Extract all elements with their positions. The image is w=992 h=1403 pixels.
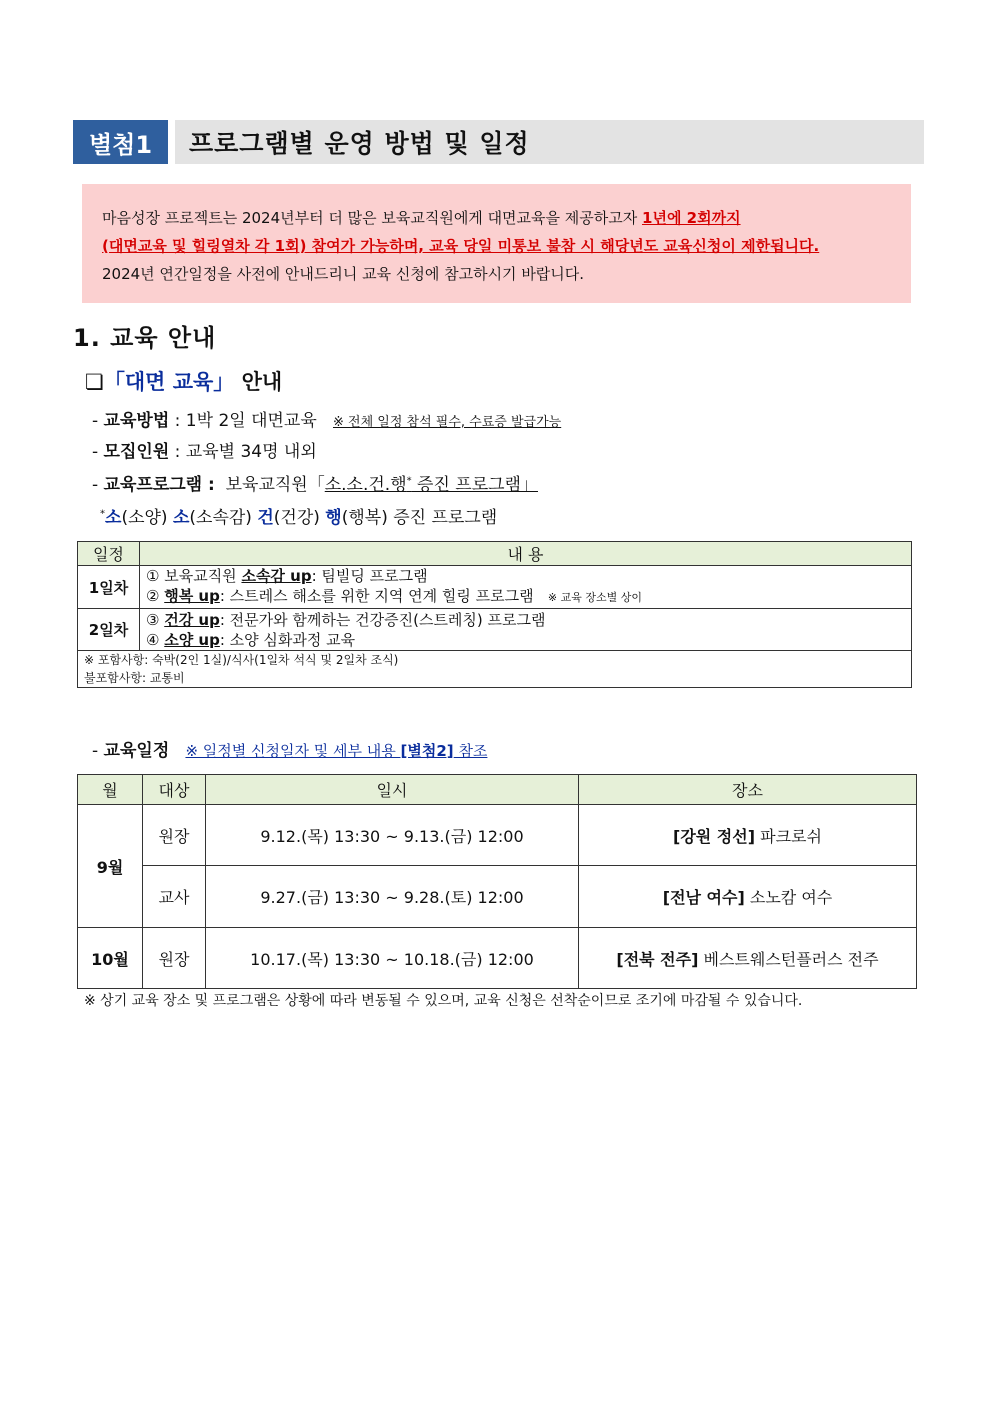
day2-content: ③ 건강 up: 전문가와 함께하는 건강증진(스트레칭) 프로그램 ④ 소양 up: 소양 심화과정 교육 <box>140 609 912 651</box>
schedule-note: ※ 일정별 신청일자 및 세부 내용 [별첨2] 참조 <box>185 742 488 760</box>
datetime-cell: 10.17.(목) 13:30 ~ 10.18.(금) 12:00 <box>206 928 579 989</box>
col-header-datetime: 일시 <box>206 775 579 805</box>
section-heading-2 <box>85 366 282 396</box>
program-table <box>77 541 912 688</box>
month-cell: 10월 <box>78 928 143 989</box>
datetime-cell: 9.12.(목) 13:30 ~ 9.13.(금) 12:00 <box>206 805 579 866</box>
schedule-table <box>77 774 917 989</box>
method-value: 1박 2일 대면교육 <box>185 411 317 431</box>
table-row <box>78 805 917 866</box>
notice-line-3: 2024년 연간일정을 사전에 안내드리니 교육 신청에 참고하시기 바랍니다. <box>102 265 585 283</box>
section-suffix: 안내 <box>234 370 283 394</box>
month-cell: 9월 <box>78 805 143 928</box>
quote-close: 」 <box>213 370 235 394</box>
notice-highlight-2: (대면교육 및 힐링열차 각 1회) 참여가 가능하며, 교육 당일 미통보 불참 시 해당년도 교육신청이 제한됩니다. <box>102 237 820 255</box>
method-line: - 교육방법 : 1박 2일 대면교육 ※ 전체 일정 참석 필수, 수료증 발급가능 <box>92 411 562 431</box>
col-header-content: 내 용 <box>140 542 912 566</box>
attachment-badge: 별첨1 <box>73 120 168 164</box>
day1-content: ① 보육교직원 소속감 up: 팀빌딩 프로그램 ② 행복 up: 스트레스 해소를 위한 지역 연계 힐링 프로그램 ※ 교육 장소별 상이 <box>140 566 912 609</box>
program-legend: *소(소양) 소(소속감) 건(건강) 행(행복) 증진 프로그램 <box>100 508 498 528</box>
day1-cell: 1일차 <box>78 566 140 609</box>
col-header-day: 일정 <box>78 542 140 566</box>
checkbox-icon: ❏ <box>85 370 104 394</box>
col-header-target: 대상 <box>143 775 206 805</box>
method-label: 교육방법 <box>103 411 170 431</box>
notice-text: 마음성장 프로젝트는 2024년부터 더 많은 보육교직원에게 대면교육을 제공하고자 <box>102 209 643 227</box>
program-name: 소.소.건.행* 증진 프로그램」 <box>324 475 538 495</box>
table-row <box>78 866 917 928</box>
target-cell: 원장 <box>143 928 206 989</box>
datetime-cell: 9.27.(금) 13:30 ~ 9.28.(토) 12:00 <box>206 866 579 928</box>
schedule-label: 교육일정 <box>103 741 170 761</box>
program-prefix: 보육교직원「 <box>225 475 325 495</box>
day2-cell: 2일차 <box>78 609 140 651</box>
notice-highlight-1: 1년에 2회까지 <box>642 209 741 227</box>
place-cell: [전북 전주] 베스트웨스턴플러스 전주 <box>579 928 917 989</box>
section-heading-1: 1. 교육 안내 <box>73 324 217 352</box>
col-header-place: 장소 <box>579 775 917 805</box>
page-title: 프로그램별 운영 방법 및 일정 <box>175 120 924 164</box>
recruit-value: 교육별 34명 내외 <box>185 442 317 462</box>
section-name: 대면 교육 <box>124 370 214 394</box>
recruit-label: 모집인원 <box>103 442 170 462</box>
recruit-line: - 모집인원 : 교육별 34명 내외 <box>92 442 317 462</box>
place-cell: [전남 여수] 소노캄 여수 <box>579 866 917 928</box>
method-note: ※ 전체 일정 참석 필수, 수료증 발급가능 <box>333 415 562 430</box>
table-footnote: ※ 포함사항: 숙박(2인 1실)/식사(1일차 석식 및 2일차 조식) 불포함사항: 교통비 <box>78 651 912 688</box>
table-row <box>78 928 917 989</box>
target-cell: 교사 <box>143 866 206 928</box>
program-line: - 교육프로그램 : 보육교직원「소.소.건.행* 증진 프로그램」 <box>92 475 538 495</box>
place-cell: [강원 정선] 파크로쉬 <box>579 805 917 866</box>
notice-box <box>82 184 911 303</box>
schedule-line: - 교육일정 ※ 일정별 신청일자 및 세부 내용 [별첨2] 참조 <box>92 741 488 761</box>
program-label: 교육프로그램 : <box>103 475 215 495</box>
quote-open: 「 <box>103 370 125 394</box>
col-header-month: 월 <box>78 775 143 805</box>
target-cell: 원장 <box>143 805 206 866</box>
schedule-footer: ※ 상기 교육 장소 및 프로그램은 상황에 따라 변동될 수 있으며, 교육 신청은 선착순이므로 조기에 마감될 수 있습니다. <box>84 993 803 1009</box>
